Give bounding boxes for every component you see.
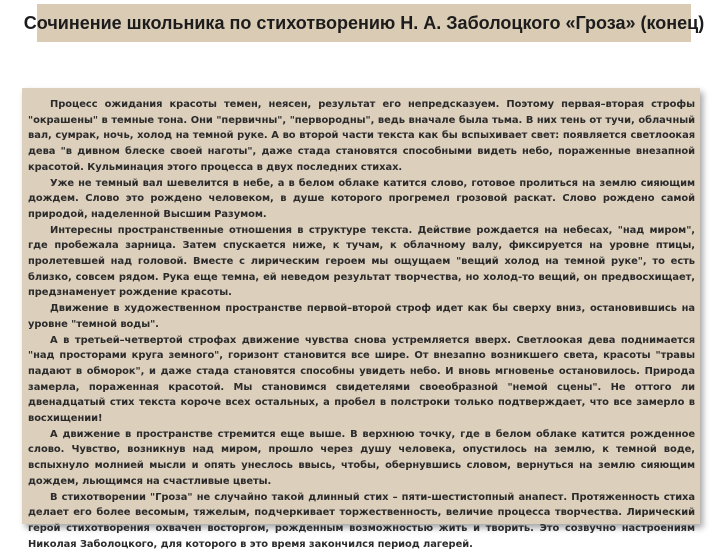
paragraph-1: Процесс ожидания красоты темен, неясен, результат его непредсказуем. Поэтому первая–вторая строфы "окрашены" в темные тона. Они "первичны", "первородны", ведь вначале была тьма. В них тень от тучи, облачный вал, сумрак, ночь, холод на темной руке. А во второй части текста как бы вспыхивает свет: появляется светлоокая дева "в дивном блеске своей наготы", даже стада становятся способными видеть небо, пораженные внезапной красотой. Кульминация этого процесса в двух последних стихах. <box>28 99 695 173</box>
paragraph-5: А в третьей–четвертой строфах движение чувства снова устремляется вверх. Светлоокая дева поднимается "над просторами круга земного", горизонт становится все шире. От внезапно возникшего света, красоты "травы падают в обморок", и даже стада становятся способны увидеть небо. И вновь мгновенье остановилось. Природа замерла, пораженная красотой. Мы становимся свидетелями своеобразной "немой сцены". Не оттого ли двенадцатый стих текста короче всех остальных, а пробел в полстроки только подтверждает, что все замерло в восхищении! <box>28 334 695 425</box>
title-banner <box>23 4 705 42</box>
paragraph-3: Интересны пространственные отношения в структуре текста. Действие рождается на небесах, "над миром", где пробежала зарница. Затем спускается ниже, к тучам, к облачному валу, фиксируется на уровне птицы, пролетевшей над головой. Вместе с лирическим героем мы ощущаем "вещий холод на темной руке", то есть близко, совсем рядом. Рука еще темна, ей неведом результат творчества, но холод-то вещий, он предвосхищает, предзнаменует рождение красоты. <box>28 224 695 299</box>
paragraph-7: В стихотворении "Гроза" не случайно такой длинный стих – пяти-шестистопный анапест. Протяженность стиха делает его более весомым, тяжелым, подчеркивает торжественность, величие процесса творчества. Лирический герой стихотворения охвачен восторгом, рожденным возможностью жить и творить. Это созвучно настроениям Николая Заболоцкого, для которого в это время закончился период лагерей. <box>28 491 695 550</box>
paragraph-6: А движение в пространстве стремится еще выше. В верхнюю точку, где в белом облаке катится рожденное слово. Чувство, возникнув над миром, прошло через душу человека, опустилось на землю, к темной воде, вспыхнуло молнией мысли и опять унеслось ввысь, чтобы, обернувшись словом, вернуться на землю сияющим дождем, льющимся на счастливые цветы. <box>28 428 695 487</box>
paragraph-4: Движение в художественном пространстве первой–второй строф идет как бы сверху вниз, остановившись на уровне "темной воды". <box>28 303 695 330</box>
essay-text-block <box>22 88 700 550</box>
paragraph-2: Уже не темный вал шевелится в небе, а в белом облаке катится слово, готовое пролиться на землю сияющим дождем. Слово это рождено человеком, в душе которого прогремел грозовой раскат. Слово рождено самой природой, наделенной Высшим Разумом. <box>28 177 695 220</box>
page-title: Сочинение школьника по стихотворению Н. А. Заболоцкого «Гроза» (конец) <box>23 12 705 33</box>
